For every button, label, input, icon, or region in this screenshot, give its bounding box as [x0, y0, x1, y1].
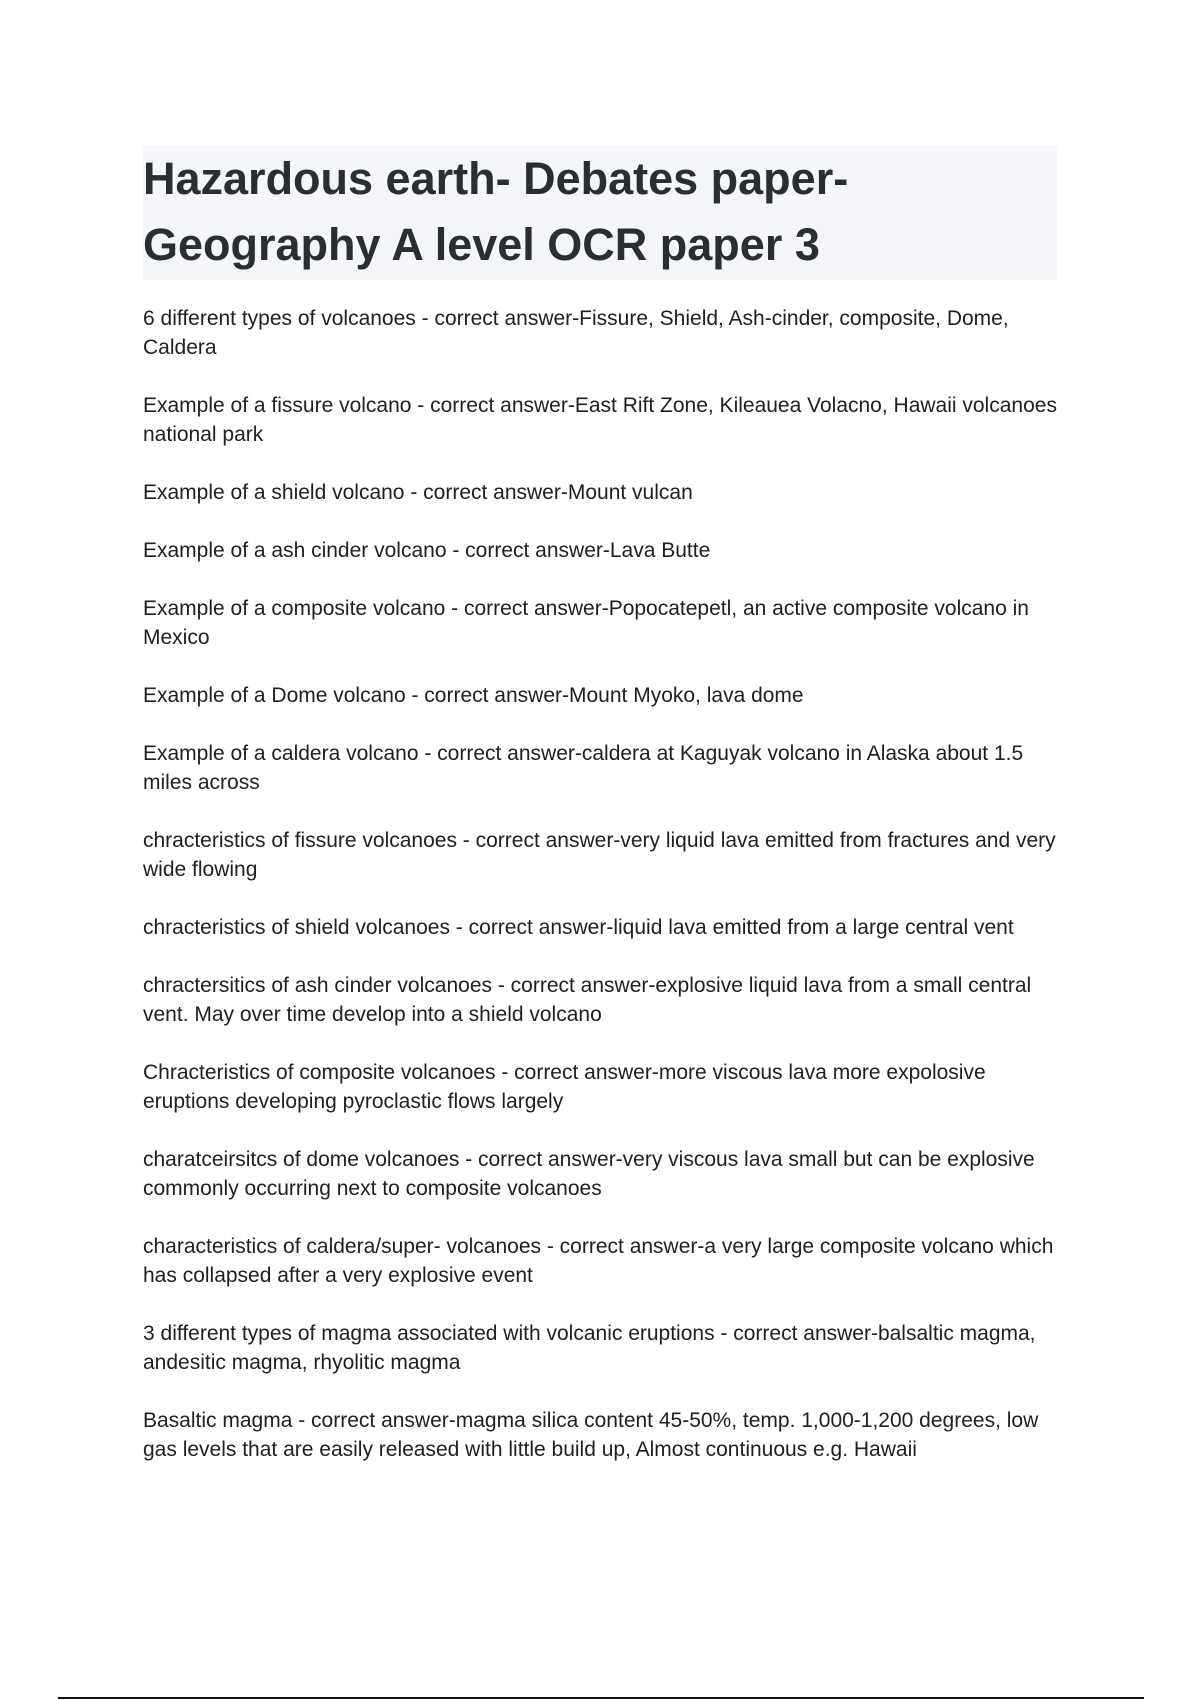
list-item: Example of a Dome volcano - correct answer-Mount Myoko, lava dome [143, 684, 804, 707]
document-title: Hazardous earth- Debates paper- Geography A level OCR paper 3 [143, 153, 849, 270]
list-item: charatceirsitcs of dome volcanoes - correct answer-very viscous lava small but can be explosive commonly occurring next to composite volcanoes [143, 1148, 1035, 1200]
list-item: characteristics of caldera/super- volcanoes - correct answer-a very large composite volcano which has collapsed after a very explosive event [143, 1235, 1054, 1287]
qa-list [143, 304, 1063, 1493]
list-item: Chracteristics of composite volcanoes - correct answer-more viscous lava more expolosive eruptions developing pyroclastic flows largely [143, 1061, 986, 1113]
list-item: chracteristics of fissure volcanoes - correct answer-very liquid lava emitted from fractures and very wide flowing [143, 829, 1056, 881]
list-item: Example of a caldera volcano - correct answer-caldera at Kaguyak volcano in Alaska about 1.5 miles across [143, 742, 1024, 794]
list-item: Example of a ash cinder volcano - correct answer-Lava Butte [143, 539, 711, 562]
list-item: 3 different types of magma associated with volcanic eruptions - correct answer-balsaltic magma, andesitic magma, rhyolitic magma [143, 1322, 1036, 1374]
list-item: 6 different types of volcanoes - correct answer-Fissure, Shield, Ash-cinder, composite, Dome, Caldera [143, 307, 1009, 359]
list-item: chractersitics of ash cinder volcanoes - correct answer-explosive liquid lava from a small central vent. May over time develop into a shield volcano [143, 974, 1032, 1026]
list-item: Example of a fissure volcano - correct answer-East Rift Zone, Kileauea Volacno, Hawaii volcanoes national park [143, 394, 1057, 446]
list-item: Basaltic magma - correct answer-magma silica content 45-50%, temp. 1,000-1,200 degrees, low gas levels that are easily released with little build up, Almost continuous e.g. Hawaii [143, 1409, 1039, 1461]
title-banner [143, 146, 1057, 280]
list-item: Example of a composite volcano - correct answer-Popocatepetl, an active composite volcano in Mexico [143, 597, 1029, 649]
page-bottom-rule [58, 1697, 1144, 1699]
list-item: chracteristics of shield volcanoes - correct answer-liquid lava emitted from a large central vent [143, 916, 1014, 939]
list-item: Example of a shield volcano - correct answer-Mount vulcan [143, 481, 693, 504]
